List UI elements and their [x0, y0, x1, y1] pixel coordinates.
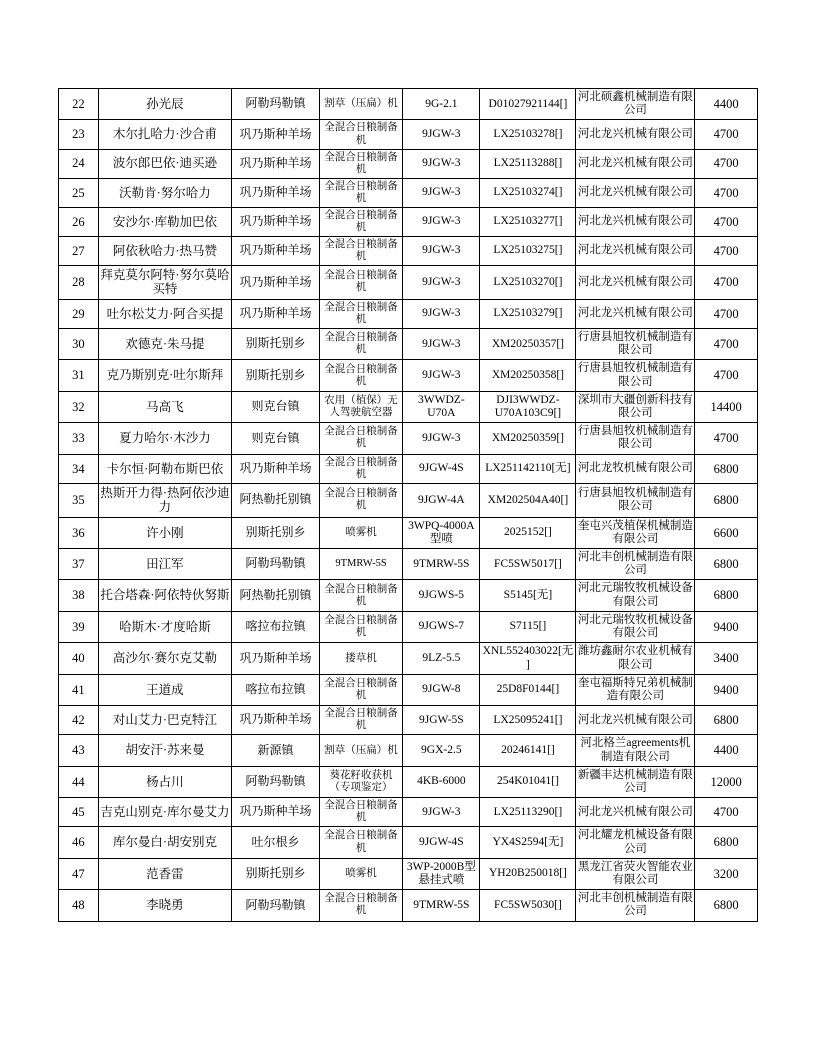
cell-maker: 行唐县旭牧机械制造有限公司: [576, 423, 695, 454]
cell-town: 吐尔根乡: [232, 827, 320, 858]
cell-model: 9G-2.1: [403, 89, 480, 120]
cell-town: 别斯托别乡: [232, 360, 320, 391]
cell-amount: 4400: [695, 735, 758, 766]
cell-serial: LX25113290[]: [480, 798, 576, 827]
table-row: [59, 423, 758, 454]
cell-name: 李晓勇: [98, 890, 232, 921]
cell-name: 孙光辰: [98, 89, 232, 120]
cell-idx: 24: [59, 149, 99, 178]
cell-town: 巩乃斯种羊场: [232, 299, 320, 328]
cell-maker: 行唐县旭牧机械制造有限公司: [576, 360, 695, 391]
table-row: [59, 454, 758, 483]
cell-serial: 25D8F0144[]: [480, 674, 576, 705]
cell-amount: 6800: [695, 580, 758, 611]
cell-machine: 全混合日粮制备机: [319, 149, 402, 178]
cell-name: 木尔扎哈力·沙合甫: [98, 120, 232, 149]
cell-amount: 3400: [695, 643, 758, 674]
table-row: [59, 328, 758, 359]
cell-amount: 6800: [695, 706, 758, 735]
cell-amount: 6800: [695, 549, 758, 580]
cell-idx: 32: [59, 391, 99, 422]
cell-name: 克乃斯别克·吐尔斯拜: [98, 360, 232, 391]
cell-serial: LX25103277[]: [480, 207, 576, 236]
cell-name: 波尔郎巴依·迪买逊: [98, 149, 232, 178]
cell-machine: 全混合日粮制备机: [319, 483, 402, 517]
cell-amount: 6600: [695, 517, 758, 548]
cell-amount: 4700: [695, 120, 758, 149]
cell-amount: 4700: [695, 149, 758, 178]
cell-maker: 潍坊鑫耐尔农业机械有限公司: [576, 643, 695, 674]
cell-machine: 葵花籽收获机（专项鉴定）: [319, 766, 402, 797]
cell-machine: 割草（压扁）机: [319, 735, 402, 766]
cell-town: 巩乃斯种羊场: [232, 454, 320, 483]
cell-model: 9JGWS-5: [403, 580, 480, 611]
cell-idx: 44: [59, 766, 99, 797]
cell-amount: 6800: [695, 483, 758, 517]
cell-amount: 12000: [695, 766, 758, 797]
cell-maker: 行唐县旭牧机械制造有限公司: [576, 483, 695, 517]
cell-machine: 割草（压扁）机: [319, 89, 402, 120]
cell-machine: 全混合日粮制备机: [319, 266, 402, 300]
cell-model: 4KB-6000: [403, 766, 480, 797]
cell-idx: 30: [59, 328, 99, 359]
table-row: [59, 207, 758, 236]
cell-amount: 4700: [695, 299, 758, 328]
cell-maker: 深圳市大疆创新科技有限公司: [576, 391, 695, 422]
cell-machine: 9TMRW-5S: [319, 549, 402, 580]
table-row: [59, 360, 758, 391]
table-row: [59, 827, 758, 858]
cell-name: 吐尔松艾力·阿合买提: [98, 299, 232, 328]
table-body: [59, 89, 758, 922]
cell-idx: 39: [59, 611, 99, 642]
cell-machine: 全混合日粮制备机: [319, 611, 402, 642]
cell-maker: 河北丰创机械制造有限公司: [576, 890, 695, 921]
cell-machine: 全混合日粮制备机: [319, 454, 402, 483]
cell-machine: 全混合日粮制备机: [319, 580, 402, 611]
cell-name: 胡安汗·苏来曼: [98, 735, 232, 766]
cell-idx: 37: [59, 549, 99, 580]
cell-serial: XNL552403022[无]: [480, 643, 576, 674]
cell-model: 9JGW-4A: [403, 483, 480, 517]
table-row: [59, 798, 758, 827]
cell-model: 3WP-2000B型悬挂式喷: [403, 858, 480, 889]
cell-idx: 48: [59, 890, 99, 921]
cell-name: 田江军: [98, 549, 232, 580]
cell-idx: 43: [59, 735, 99, 766]
cell-idx: 27: [59, 236, 99, 265]
cell-serial: LX25095241[]: [480, 706, 576, 735]
cell-maker: 河北龙兴机械有限公司: [576, 236, 695, 265]
cell-amount: 9400: [695, 611, 758, 642]
cell-idx: 25: [59, 178, 99, 207]
cell-town: 巩乃斯种羊场: [232, 236, 320, 265]
cell-model: 9JGW-3: [403, 149, 480, 178]
table-row: [59, 120, 758, 149]
cell-name: 阿依秋哈力·热马赞: [98, 236, 232, 265]
cell-maker: 行唐县旭牧机械制造有限公司: [576, 328, 695, 359]
table-row: [59, 890, 758, 921]
cell-model: 9LZ-5.5: [403, 643, 480, 674]
cell-maker: 河北龙兴机械有限公司: [576, 798, 695, 827]
cell-model: 9JGW-4S: [403, 454, 480, 483]
cell-amount: 3200: [695, 858, 758, 889]
table-row: [59, 735, 758, 766]
cell-machine: 全混合日粮制备机: [319, 423, 402, 454]
table-row: [59, 483, 758, 517]
cell-serial: LX25113288[]: [480, 149, 576, 178]
cell-maker: 河北硕鑫机械制造有限公司: [576, 89, 695, 120]
cell-machine: 农用（植保）无人驾驶航空器: [319, 391, 402, 422]
cell-model: 9JGWS-7: [403, 611, 480, 642]
cell-model: 9TMRW-5S: [403, 890, 480, 921]
cell-name: 夏力哈尔·木沙力: [98, 423, 232, 454]
cell-town: 巩乃斯种羊场: [232, 266, 320, 300]
table-row: [59, 580, 758, 611]
cell-serial: 20246141[]: [480, 735, 576, 766]
cell-amount: 6800: [695, 454, 758, 483]
cell-idx: 35: [59, 483, 99, 517]
cell-model: 9JGW-3: [403, 266, 480, 300]
cell-town: 别斯托别乡: [232, 858, 320, 889]
cell-maker: 河北格兰agreements机制造有限公司: [576, 735, 695, 766]
table-row: [59, 706, 758, 735]
cell-model: 9JGW-3: [403, 207, 480, 236]
cell-maker: 黑龙江省荧火智能农业有限公司: [576, 858, 695, 889]
cell-name: 热斯开力得·热阿依沙迪力: [98, 483, 232, 517]
cell-town: 巩乃斯种羊场: [232, 178, 320, 207]
table-row: [59, 611, 758, 642]
cell-model: 9JGW-3: [403, 178, 480, 207]
cell-idx: 31: [59, 360, 99, 391]
cell-machine: 全混合日粮制备机: [319, 207, 402, 236]
cell-model: 9JGW-3: [403, 120, 480, 149]
cell-machine: 全混合日粮制备机: [319, 827, 402, 858]
table-row: [59, 178, 758, 207]
cell-name: 王道成: [98, 674, 232, 705]
cell-serial: 2025152[]: [480, 517, 576, 548]
cell-idx: 26: [59, 207, 99, 236]
cell-amount: 9400: [695, 674, 758, 705]
cell-model: 9JGW-3: [403, 299, 480, 328]
table-row: [59, 549, 758, 580]
cell-name: 安沙尔·库勒加巴依: [98, 207, 232, 236]
cell-model: 9JGW-5S: [403, 706, 480, 735]
table-row: [59, 299, 758, 328]
cell-machine: 搂草机: [319, 643, 402, 674]
table-row: [59, 391, 758, 422]
cell-idx: 33: [59, 423, 99, 454]
cell-machine: 全混合日粮制备机: [319, 120, 402, 149]
cell-town: 巩乃斯种羊场: [232, 120, 320, 149]
cell-serial: XM20250357[]: [480, 328, 576, 359]
cell-model: 9JGW-8: [403, 674, 480, 705]
cell-serial: S5145[无]: [480, 580, 576, 611]
cell-model: 9JGW-3: [403, 798, 480, 827]
cell-amount: 4700: [695, 360, 758, 391]
cell-idx: 47: [59, 858, 99, 889]
cell-machine: 全混合日粮制备机: [319, 236, 402, 265]
cell-name: 沃勒肯·努尔哈力: [98, 178, 232, 207]
cell-serial: XM20250359[]: [480, 423, 576, 454]
cell-name: 哈斯木·才度哈斯: [98, 611, 232, 642]
table-row: [59, 89, 758, 120]
cell-machine: 喷雾机: [319, 858, 402, 889]
cell-idx: 36: [59, 517, 99, 548]
cell-town: 阿热勒托别镇: [232, 580, 320, 611]
cell-maker: 河北龙牧机械有限公司: [576, 454, 695, 483]
cell-idx: 45: [59, 798, 99, 827]
cell-name: 欢德克·朱马提: [98, 328, 232, 359]
cell-model: 3WPQ-4000A型喷: [403, 517, 480, 548]
cell-machine: 全混合日粮制备机: [319, 178, 402, 207]
cell-serial: LX25103279[]: [480, 299, 576, 328]
cell-town: 阿勒玛勒镇: [232, 89, 320, 120]
cell-maker: 河北元瑞牧牧机械设备有限公司: [576, 580, 695, 611]
cell-name: 许小刚: [98, 517, 232, 548]
cell-machine: 全混合日粮制备机: [319, 360, 402, 391]
cell-machine: 全混合日粮制备机: [319, 706, 402, 735]
cell-idx: 42: [59, 706, 99, 735]
table-row: [59, 643, 758, 674]
cell-town: 阿勒玛勒镇: [232, 890, 320, 921]
table-row: [59, 766, 758, 797]
cell-maker: 河北龙兴机械有限公司: [576, 207, 695, 236]
cell-amount: 4700: [695, 798, 758, 827]
cell-name: 拜克莫尔阿特·努尔莫哈买特: [98, 266, 232, 300]
cell-serial: XM20250358[]: [480, 360, 576, 391]
cell-town: 则克台镇: [232, 423, 320, 454]
cell-machine: 全混合日粮制备机: [319, 299, 402, 328]
cell-amount: 4700: [695, 236, 758, 265]
cell-town: 巩乃斯种羊场: [232, 149, 320, 178]
cell-maker: 奎屯兴茂植保机械制造有限公司: [576, 517, 695, 548]
cell-idx: 34: [59, 454, 99, 483]
cell-model: 9TMRW-5S: [403, 549, 480, 580]
cell-model: 9JGW-3: [403, 328, 480, 359]
table-row: [59, 674, 758, 705]
cell-amount: 4700: [695, 207, 758, 236]
cell-maker: 河北龙兴机械有限公司: [576, 266, 695, 300]
cell-maker: 新疆丰达机械制造有限公司: [576, 766, 695, 797]
cell-serial: XM202504A40[]: [480, 483, 576, 517]
cell-machine: 全混合日粮制备机: [319, 890, 402, 921]
cell-serial: FC5SW5030[]: [480, 890, 576, 921]
cell-town: 巩乃斯种羊场: [232, 706, 320, 735]
cell-amount: 4700: [695, 178, 758, 207]
cell-maker: 河北元瑞牧牧机械设备有限公司: [576, 611, 695, 642]
cell-town: 新源镇: [232, 735, 320, 766]
cell-name: 库尔曼白·胡安别克: [98, 827, 232, 858]
cell-amount: 4700: [695, 328, 758, 359]
cell-serial: LX25103270[]: [480, 266, 576, 300]
cell-model: 9JGW-3: [403, 236, 480, 265]
cell-maker: 河北龙兴机械有限公司: [576, 299, 695, 328]
cell-model: 9JGW-3: [403, 360, 480, 391]
cell-idx: 40: [59, 643, 99, 674]
cell-town: 阿勒玛勒镇: [232, 549, 320, 580]
cell-name: 托合塔森·阿依特伙努斯: [98, 580, 232, 611]
cell-name: 马高飞: [98, 391, 232, 422]
cell-town: 巩乃斯种羊场: [232, 643, 320, 674]
cell-maker: 河北丰创机械制造有限公司: [576, 549, 695, 580]
cell-name: 卡尔恒·阿勒布斯巴依: [98, 454, 232, 483]
cell-maker: 河北龙兴机械有限公司: [576, 149, 695, 178]
cell-serial: LX25103278[]: [480, 120, 576, 149]
cell-town: 阿勒玛勒镇: [232, 766, 320, 797]
cell-idx: 28: [59, 266, 99, 300]
cell-idx: 38: [59, 580, 99, 611]
cell-machine: 全混合日粮制备机: [319, 798, 402, 827]
cell-amount: 6800: [695, 827, 758, 858]
cell-amount: 14400: [695, 391, 758, 422]
cell-model: 9JGW-3: [403, 423, 480, 454]
cell-idx: 41: [59, 674, 99, 705]
cell-name: 吉克山别克·库尔曼艾力: [98, 798, 232, 827]
cell-serial: LX25103275[]: [480, 236, 576, 265]
cell-town: 阿热勒托别镇: [232, 483, 320, 517]
cell-model: 3WWDZ-U70A: [403, 391, 480, 422]
cell-serial: D01027921144[]: [480, 89, 576, 120]
table-row: [59, 149, 758, 178]
cell-name: 对山艾力·巴克特江: [98, 706, 232, 735]
cell-idx: 22: [59, 89, 99, 120]
cell-amount: 4700: [695, 266, 758, 300]
cell-idx: 46: [59, 827, 99, 858]
cell-maker: 奎屯福斯特兄弟机械制造有限公司: [576, 674, 695, 705]
cell-amount: 4400: [695, 89, 758, 120]
cell-serial: YX4S2594[无]: [480, 827, 576, 858]
cell-serial: FC5SW5017[]: [480, 549, 576, 580]
table-row: [59, 858, 758, 889]
cell-town: 别斯托别乡: [232, 517, 320, 548]
cell-machine: 全混合日粮制备机: [319, 674, 402, 705]
subsidy-table: [58, 88, 758, 922]
cell-amount: 6800: [695, 890, 758, 921]
cell-serial: LX25103274[]: [480, 178, 576, 207]
cell-town: 则克台镇: [232, 391, 320, 422]
table-row: [59, 517, 758, 548]
cell-model: 9GX-2.5: [403, 735, 480, 766]
cell-town: 喀拉布拉镇: [232, 674, 320, 705]
cell-machine: 全混合日粮制备机: [319, 328, 402, 359]
cell-idx: 29: [59, 299, 99, 328]
cell-maker: 河北龙兴机械有限公司: [576, 120, 695, 149]
cell-name: 高沙尔·赛尔克艾勒: [98, 643, 232, 674]
cell-maker: 河北耀龙机械设备有限公司: [576, 827, 695, 858]
cell-serial: LX251142110[无]: [480, 454, 576, 483]
cell-town: 巩乃斯种羊场: [232, 207, 320, 236]
cell-maker: 河北龙兴机械有限公司: [576, 706, 695, 735]
cell-serial: 254K01041[]: [480, 766, 576, 797]
cell-amount: 4700: [695, 423, 758, 454]
cell-serial: S7115[]: [480, 611, 576, 642]
cell-town: 别斯托别乡: [232, 328, 320, 359]
cell-machine: 喷雾机: [319, 517, 402, 548]
cell-town: 喀拉布拉镇: [232, 611, 320, 642]
cell-name: 范香雷: [98, 858, 232, 889]
table-row: [59, 236, 758, 265]
cell-name: 杨占川: [98, 766, 232, 797]
cell-serial: YH20B250018[]: [480, 858, 576, 889]
cell-idx: 23: [59, 120, 99, 149]
table-row: [59, 266, 758, 300]
cell-town: 巩乃斯种羊场: [232, 798, 320, 827]
cell-model: 9JGW-4S: [403, 827, 480, 858]
cell-maker: 河北龙兴机械有限公司: [576, 178, 695, 207]
cell-serial: DJI3WWDZ-U70A103C9[]: [480, 391, 576, 422]
